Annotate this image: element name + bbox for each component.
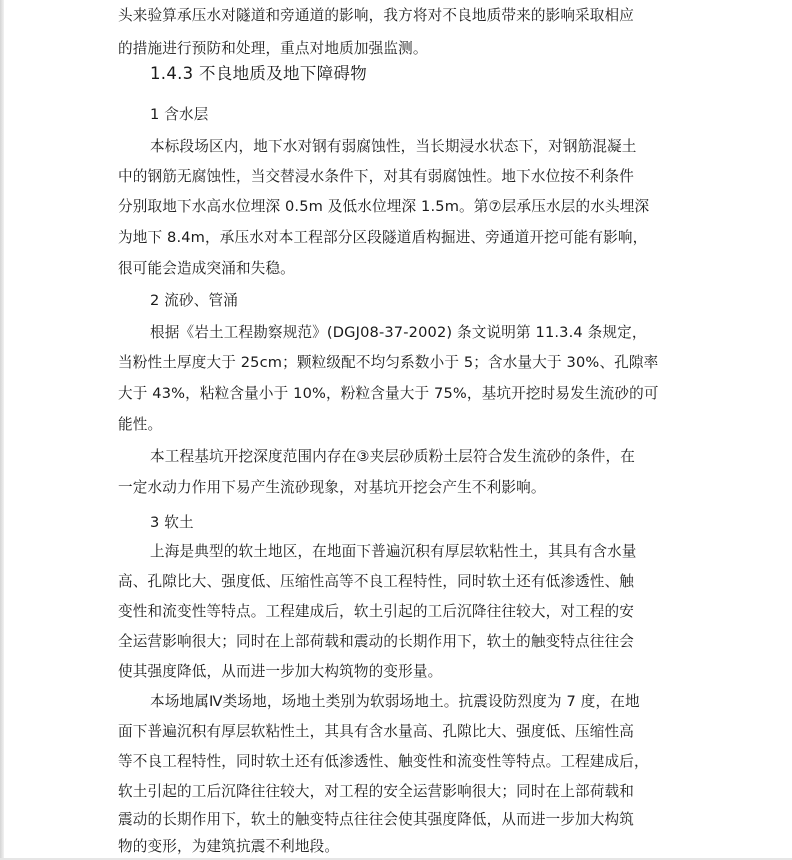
text-line: 为地下 8.4m，承压水对本工程部分区段隧道盾构掘进、旁通道开挖可能有影响，	[118, 229, 648, 246]
text-line: 变性和流变性等特点。工程建成后，软土引起的工后沉降往往较大，对工程的安	[118, 603, 635, 620]
text-line: 能性。	[118, 416, 163, 433]
text-line: 使其强度降低，从而进一步加大构筑物的变形量。	[118, 663, 443, 680]
text-line: 等不良工程特性，同时软土还有低渗透性、触变性和流变性等特点。工程建成后，	[118, 753, 649, 770]
text-line: 面下普遍沉积有厚层软粘性土，其具有含水量高、孔隙比大、强度低、压缩性高	[118, 723, 635, 740]
text-line: 本场地属Ⅳ类场地，场地土类别为软弱场地土。抗震设防烈度为 7 度，在地	[150, 693, 640, 710]
text-line: 头来验算承压水对隧道和旁通道的影响，我方将对不良地质带来的影响采取相应	[118, 7, 635, 24]
document-page	[118, 0, 678, 860]
subsection-title: 1 含水层	[150, 106, 209, 123]
text-line: 物的变形，为建筑抗震不利地段。	[118, 838, 340, 855]
text-line: 本工程基坑开挖深度范围内存在③夹层砂质粉土层符合发生流砂的条件，在	[150, 448, 636, 465]
text-line: 很可能会造成突涌和失稳。	[118, 260, 295, 277]
text-line: 根据《岩土工程勘察规范》(DGJ08-37-2002) 条文说明第 11.3.4 条规定，	[150, 324, 647, 341]
text-line: 当粉性土厚度大于 25cm；颗粒级配不均匀系数小于 5；含水量大于 30%、孔隙率	[118, 354, 659, 371]
text-line: 的措施进行预防和处理，重点对地质加强监测。	[118, 40, 428, 57]
text-line: 中的钢筋无腐蚀性，当交替浸水条件下，对其有弱腐蚀性。地下水位按不利条件	[118, 168, 635, 185]
subsection-title: 3 软土	[150, 514, 194, 531]
text-line: 全运营影响很大；同时在上部荷载和震动的长期作用下，软土的触变特点往往会	[118, 633, 635, 650]
text-line: 大于 43%，粘粒含量小于 10%，粉粒含量大于 75%，基坑开挖时易发生流砂的可	[118, 385, 659, 402]
text-line: 一定水动力作用下易产生流砂现象，对基坑开挖会产生不利影响。	[118, 479, 546, 496]
text-line: 本标段场区内，地下水对钢有弱腐蚀性，当长期浸水状态下，对钢筋混凝土	[150, 138, 637, 155]
text-line: 软土引起的工后沉降往往较大，对工程的安全运营影响很大；同时在上部荷载和	[118, 783, 635, 800]
subsection-title: 2 流砂、管涌	[150, 292, 238, 309]
text-line: 上海是典型的软土地区，在地面下普遍沉积有厚层软粘性土，其具有含水量	[150, 543, 637, 560]
text-line: 分别取地下水高水位埋深 0.5m 及低水位埋深 1.5m。第⑦层承压水层的水头埋深	[118, 198, 650, 215]
section-heading: 1.4.3 不良地质及地下障碍物	[150, 64, 368, 83]
text-line: 高、孔隙比大、强度低、压缩性高等不良工程特性，同时软土还有低渗透性、触	[118, 573, 635, 590]
page-edge-shadow	[0, 0, 4, 860]
text-line: 震动的长期作用下，软土的触变特点往往会使其强度降低，从而进一步加大构筑	[118, 811, 635, 828]
